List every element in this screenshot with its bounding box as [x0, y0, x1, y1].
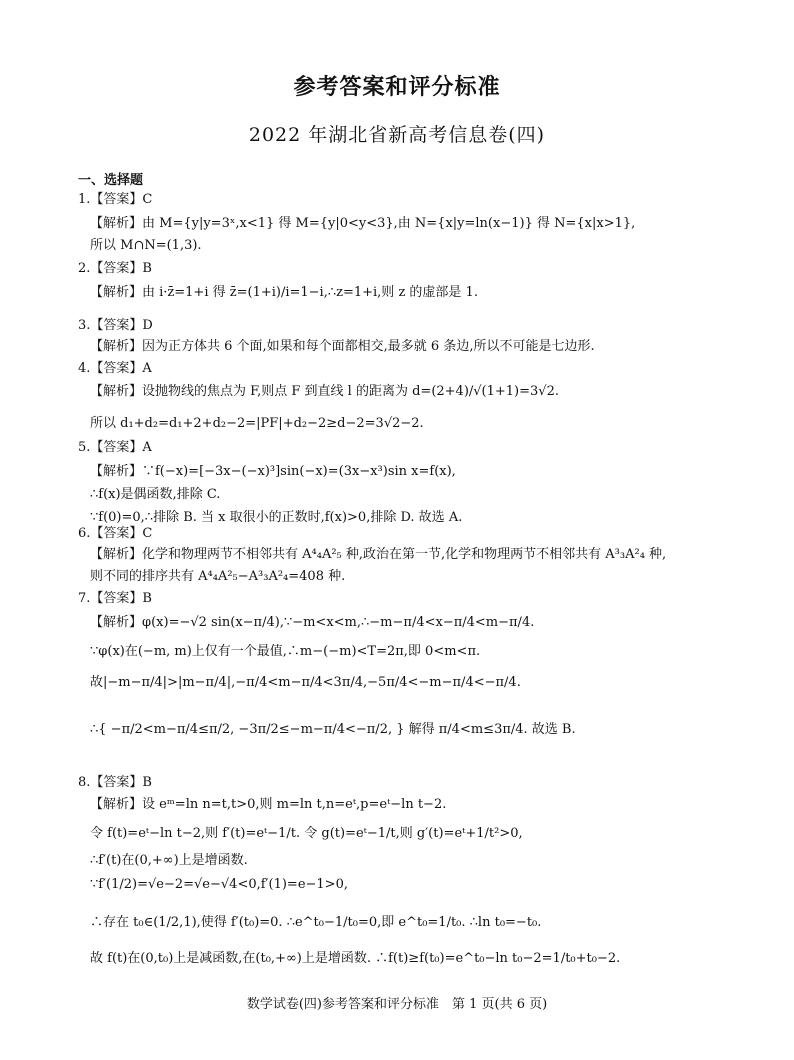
solution-line: 令 f(t)=eᵗ−ln t−2,则 f′(t)=eᵗ−1/t. 令 g(t)=eᵗ−1/t,则 g′(t)=eᵗ+1/t²>0,: [90, 826, 523, 841]
solution-line: ∵f(0)=0,∴排除 B. 当 x 取很小的正数时,f(x)>0,排除 D. 故选 A.: [90, 510, 463, 525]
solution-line: 【解析】因为正方体共 6 个面,如果和每个面都相交,最多就 6 条边,所以不可能是七边形.: [90, 339, 595, 354]
solution-line: 【解析】设 eᵐ=ln n=t,t>0,则 m=ln t,n=eᵗ,p=eᵗ−ln t−2.: [90, 797, 447, 812]
page-subtitle: 2022 年湖北省新高考信息卷(四): [248, 124, 546, 146]
page-footer: 数学试卷(四)参考答案和评分标准 第 1 页(共 6 页): [246, 997, 548, 1012]
solution-line: 所以 M∩N=(1,3).: [90, 238, 202, 253]
page-title: 参考答案和评分标准: [293, 75, 501, 100]
solution-line: ∴f(x)是偶函数,排除 C.: [90, 487, 221, 502]
solution-line: 故|−m−π/4|>|m−π/4|,−π/4<m−π/4<3π/4,−5π/4<−m−π/4<−π/4.: [90, 675, 521, 690]
solution-line: ∴存在 t₀∈(1/2,1),使得 f′(t₀)=0. ∴e^t₀−1/t₀=0,即 e^t₀=1/t₀. ∴ln t₀=−t₀.: [90, 915, 542, 930]
solution-line: 【解析】由 M={y|y=3ˣ,x<1} 得 M={y|0<y<3},由 N={x|y=ln(x−1)} 得 N={x|x>1},: [90, 216, 636, 231]
solution-line: 【解析】化学和物理两节不相邻共有 A⁴₄A²₅ 种,政治在第一节,化学和物理两节不相邻共有 A³₃A²₄ 种,: [90, 547, 667, 562]
solution-line: ∵f′(1/2)=√e−2=√e−√4<0,f′(1)=e−1>0,: [90, 877, 348, 892]
section-heading: 一、选择题: [78, 173, 144, 188]
solution-line: 故 f(t)在(0,t₀)上是减函数,在(t₀,+∞)上是增函数. ∴f(t)≥f(t₀)=e^t₀−ln t₀−2=1/t₀+t₀−2.: [90, 951, 621, 966]
solution-line: 【解析】φ(x)=−√2 sin(x−π/4),∵−m<x<m,∴−m−π/4<x−π/4<m−π/4.: [90, 615, 535, 630]
solution-line: ∴f′(t)在(0,+∞)上是增函数.: [90, 853, 248, 868]
answer-label: 6.【答案】C: [78, 526, 153, 541]
solution-line: ∵φ(x)在(−m, m)上仅有一个最值,∴m−(−m)<T=2π,即 0<m<π.: [90, 644, 481, 659]
solution-line: 所以 d₁+d₂=d₁+2+d₂−2=|PF|+d₂−2≥d−2=3√2−2.: [90, 416, 424, 431]
answer-label: 7.【答案】B: [78, 591, 152, 606]
answer-label: 1.【答案】C: [78, 192, 153, 207]
solution-line: 【解析】∵f(−x)=[−3x−(−x)³]sin(−x)=(3x−x³)sin x=f(x),: [90, 464, 456, 479]
solution-line: 【解析】设抛物线的焦点为 F,则点 F 到直线 l 的距离为 d=(2+4)/√(1+1)=3√2.: [90, 384, 559, 399]
solution-line: ∴{ −π/2<m−π/4≤π/2, −3π/2≤−m−π/4<−π/2, } 解得 π/4<m≤3π/4. 故选 B.: [90, 722, 576, 737]
answer-label: 2.【答案】B: [78, 261, 152, 276]
solution-line: 则不同的排序共有 A⁴₄A²₅−A³₃A²₄=408 种.: [90, 569, 346, 584]
solution-line: 【解析】由 i·z̄=1+i 得 z̄=(1+i)/i=1−i,∴z=1+i,则 z 的虚部是 1.: [90, 285, 478, 300]
answer-label: 5.【答案】A: [78, 440, 152, 455]
answer-label: 4.【答案】A: [78, 361, 152, 376]
answer-label: 8.【答案】B: [78, 775, 152, 790]
answer-label: 3.【答案】D: [78, 318, 153, 333]
